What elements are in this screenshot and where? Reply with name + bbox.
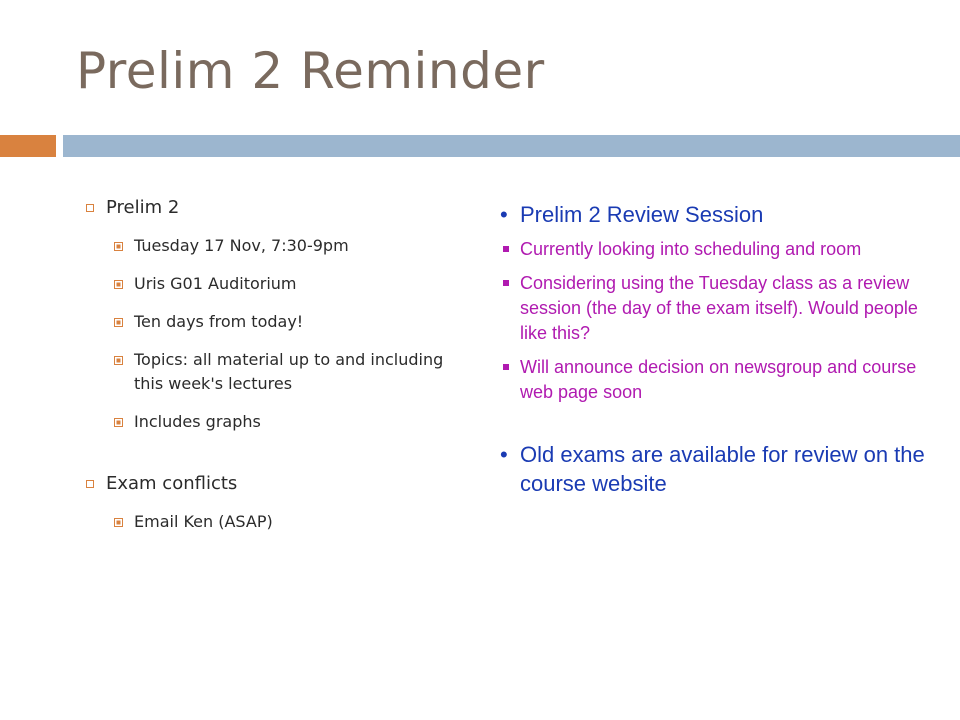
square-bullet-icon [503, 246, 509, 252]
right-column [500, 200, 930, 506]
bullet-prelim-2 [86, 196, 456, 220]
bullet-text: Prelim 2 [106, 197, 180, 218]
bullet-text: Exam conflicts [106, 473, 238, 494]
bullet-text: Will announce decision on newsgroup and course web page soon [520, 357, 917, 402]
bullet-text: Prelim 2 Review Session [520, 202, 764, 227]
bullet-text: Email Ken (ASAP) [134, 512, 273, 531]
square-bullet-icon [114, 518, 123, 527]
square-bullet-icon [114, 356, 123, 365]
sub-bullet-location [114, 272, 456, 296]
bullet-text: Includes graphs [134, 412, 261, 431]
bullet-text: Topics: all material up to and including this week's lectures [134, 350, 444, 393]
left-column [86, 196, 456, 548]
square-bullet-icon [114, 318, 123, 327]
sub-bullet-countdown [114, 310, 456, 334]
dot-bullet-icon: • [500, 442, 508, 467]
sub-bullet-email [114, 510, 456, 534]
bullet-text: Currently looking into scheduling and room [520, 239, 862, 259]
sub-bullet-date [114, 234, 456, 258]
sub-bullet-scheduling [500, 237, 930, 262]
bullet-exam-conflicts [86, 472, 456, 496]
bullet-text: Uris G01 Auditorium [134, 274, 297, 293]
bullet-review-session [500, 200, 930, 229]
square-bullet-icon [114, 418, 123, 427]
sub-bullet-tuesday-class [500, 271, 930, 346]
dot-bullet-icon: • [500, 202, 508, 227]
bullet-old-exams [500, 440, 930, 498]
square-bullet-icon [114, 280, 123, 289]
square-bullet-icon [114, 242, 123, 251]
sub-bullet-graphs [114, 410, 456, 434]
bullet-text: Considering using the Tuesday class as a review session (the day of the exam itself). Would people like this? [520, 273, 918, 343]
square-bullet-icon [503, 364, 509, 370]
sub-bullet-announce [500, 355, 930, 405]
title-accent-bar-blue [63, 135, 960, 157]
hollow-square-bullet-icon [86, 480, 94, 488]
bullet-text: Ten days from today! [134, 312, 304, 331]
bullet-text: Tuesday 17 Nov, 7:30-9pm [134, 236, 349, 255]
slide-title: Prelim 2 Reminder [76, 42, 545, 100]
sub-bullet-topics [114, 348, 456, 396]
square-bullet-icon [503, 280, 509, 286]
bullet-text: Old exams are available for review on the course website [520, 442, 925, 496]
title-accent-bar-orange [0, 135, 56, 157]
hollow-square-bullet-icon [86, 204, 94, 212]
